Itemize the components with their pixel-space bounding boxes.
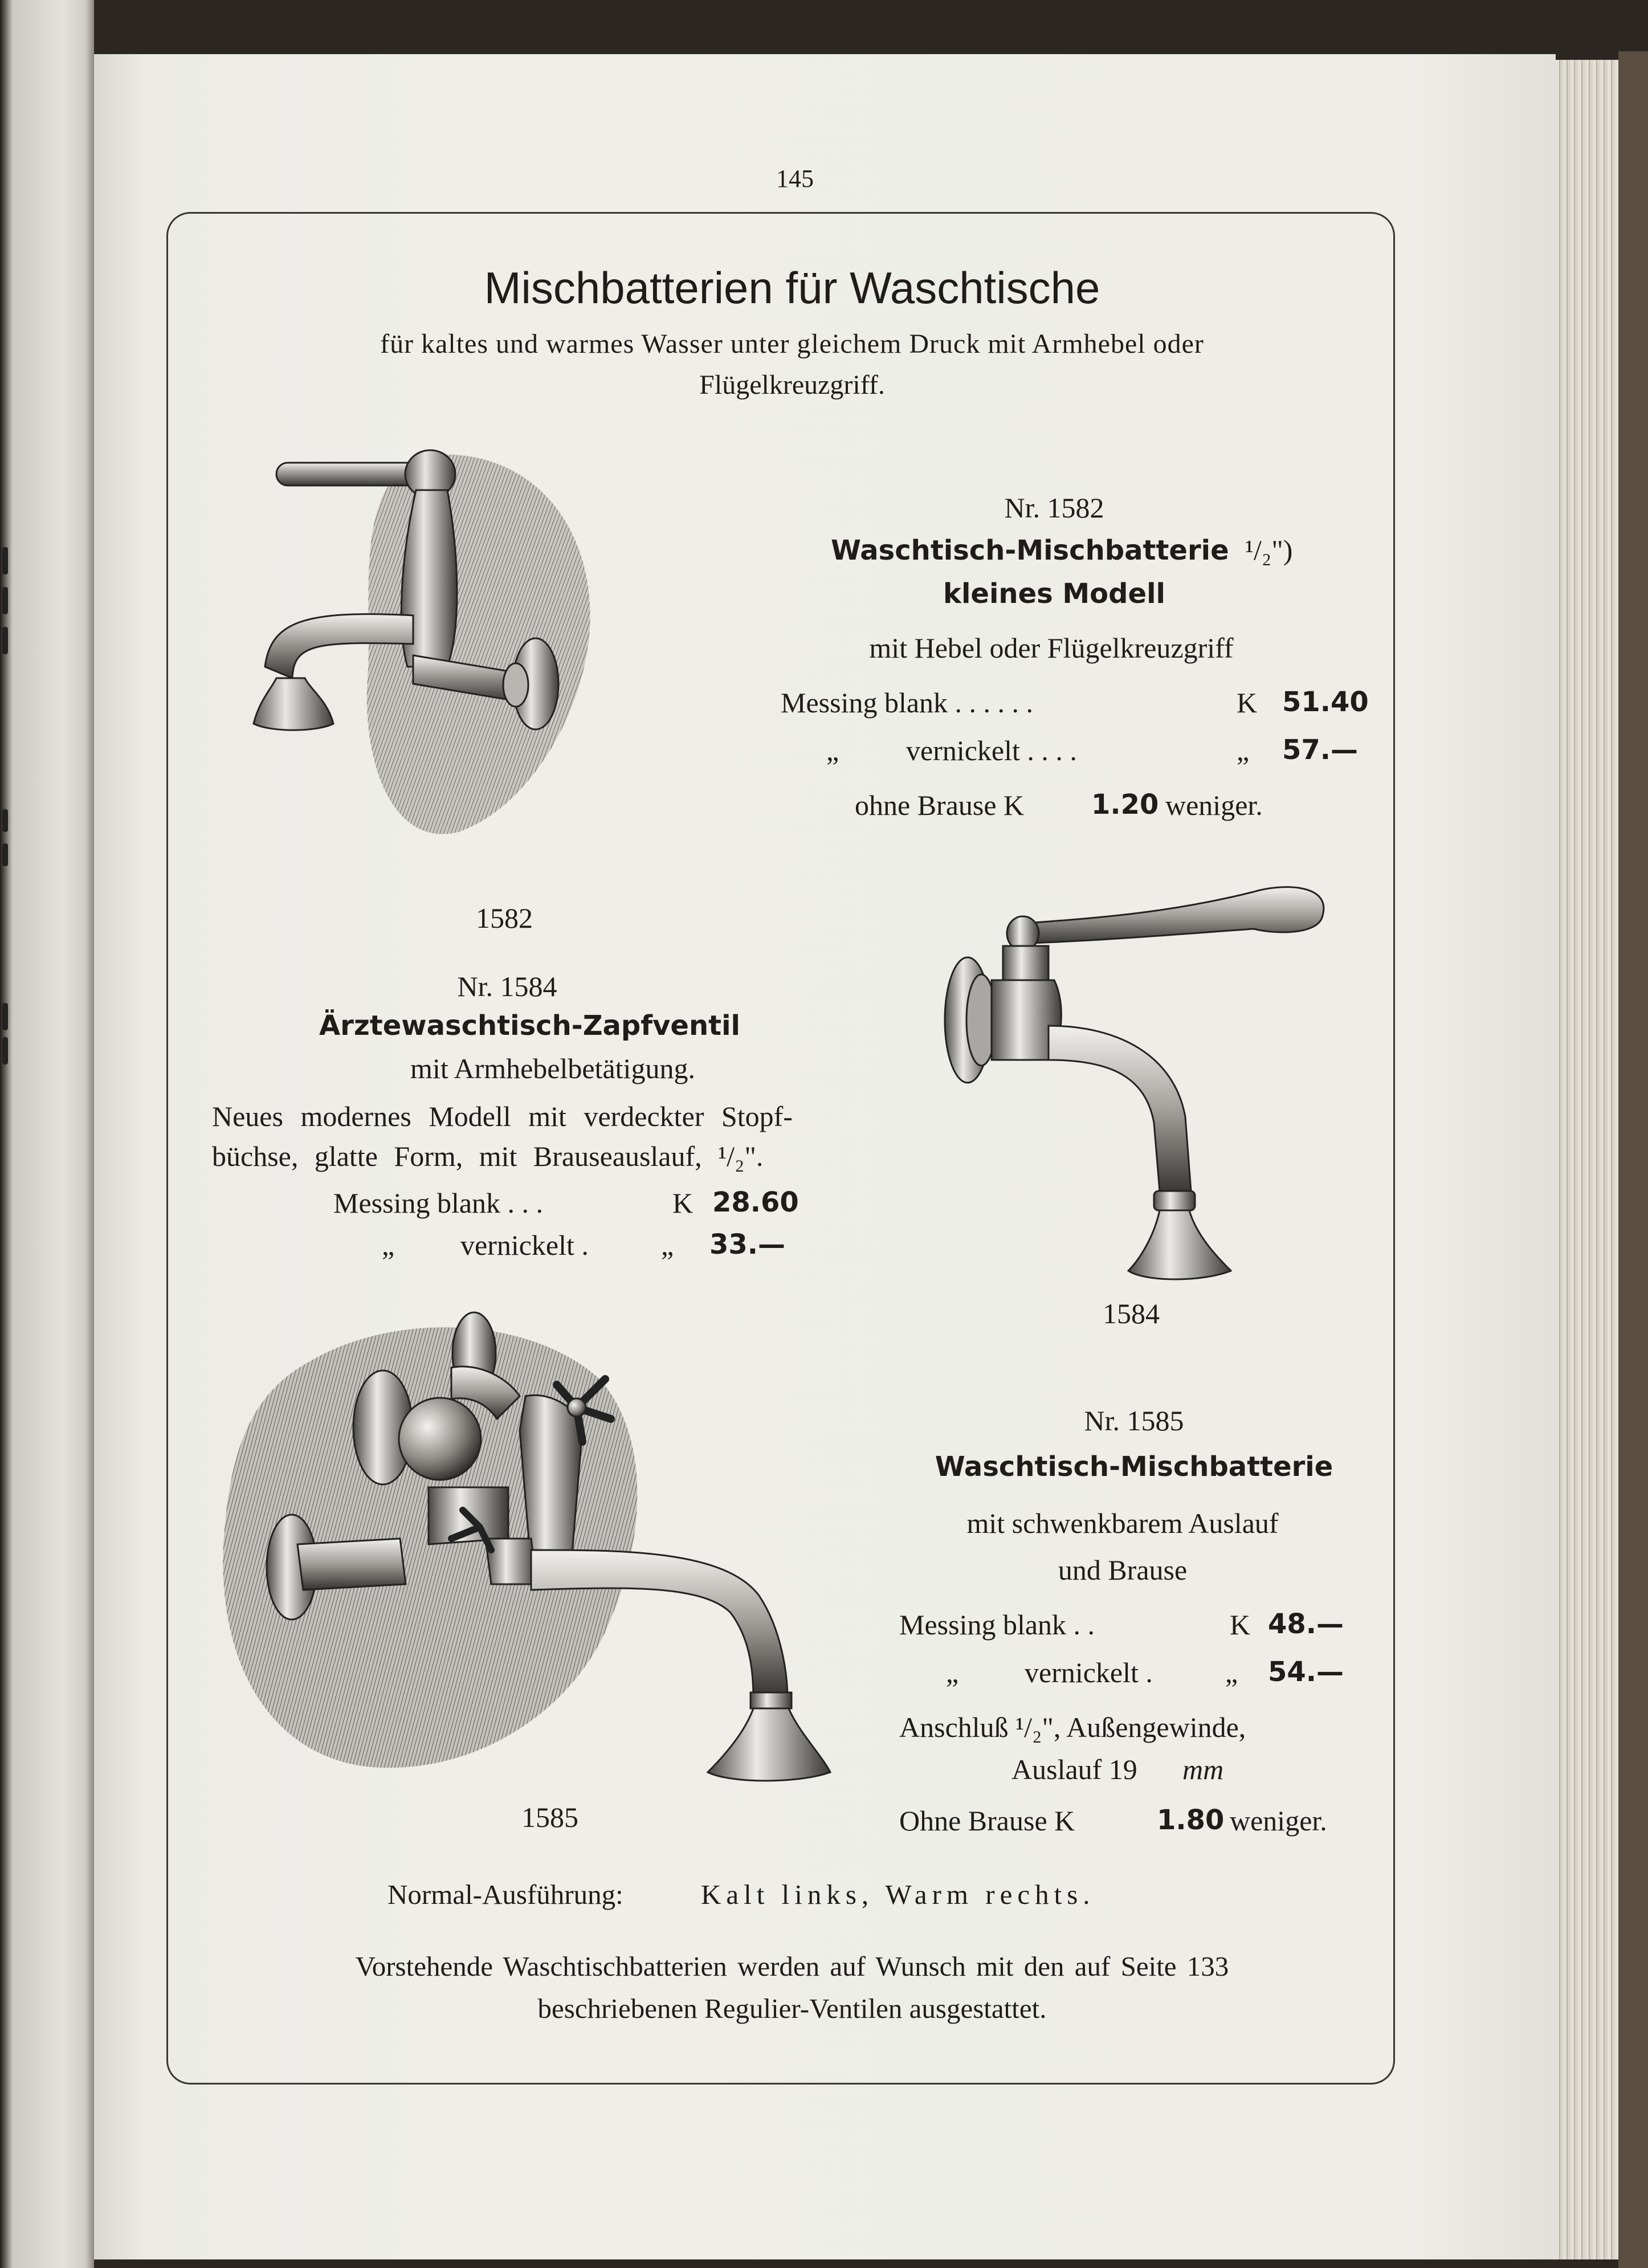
product-1584-price-brass-currency: K (672, 1187, 694, 1219)
product-1584-description: mit Armhebelbetätigung. (410, 1053, 695, 1084)
product-1582-description: mit Hebel oder Flügelkreuzgriff (869, 632, 1234, 664)
product-1582-model: kleines Modell (943, 578, 1165, 610)
margin-mark (2, 587, 8, 614)
product-1582-number: Nr. 1582 (1004, 492, 1104, 524)
margin-mark (2, 1003, 8, 1030)
subtitle-line-1: für kaltes und warmes Wasser unter gleichem Druck mit Armhebel oder (380, 329, 1204, 359)
product-1585-description-line-1: mit schwenkbarem Auslauf (966, 1507, 1279, 1539)
margin-mark (2, 809, 8, 832)
product-1584-name: Ärztewaschtisch-Zapfventil (319, 1010, 741, 1042)
margin-mark (2, 627, 8, 654)
product-1582-price-nickel-label: vernickelt . . . . (906, 735, 1077, 766)
book-cover (1618, 51, 1648, 2268)
product-1585-spec-unit: mm (1182, 1753, 1224, 1785)
product-1582-shower-discount: 1.20 (1091, 789, 1159, 821)
product-1585-spec-line-2: Auslauf 19 (1011, 1753, 1137, 1785)
product-1585-price-nickel-currency: „ (1225, 1657, 1238, 1688)
product-1585-ditto-mark: „ (946, 1657, 959, 1688)
product-1584-ditto-mark: „ (382, 1229, 395, 1261)
product-1584-price-nickel-label: vernickelt . (460, 1229, 589, 1261)
product-1582-name: Waschtisch-Mischbatterie (831, 535, 1229, 566)
margin-mark (2, 547, 8, 574)
product-1582-note-prefix: ohne Brause K (855, 789, 1025, 821)
product-1585-name: Waschtisch-Mischbatterie (935, 1451, 1333, 1483)
product-1584-price-nickel: 33.— (709, 1229, 786, 1261)
product-1582-note-suffix: weniger. (1165, 789, 1263, 821)
page-edges (1556, 60, 1618, 2259)
product-1582-price-nickel-currency: „ (1237, 735, 1250, 766)
product-1582-ditto-mark: „ (826, 735, 839, 766)
faucet-1582-illustration (219, 439, 744, 849)
product-1585-note-prefix: Ohne Brause K (899, 1805, 1075, 1837)
product-1582-size: ¹/₂") (1245, 534, 1293, 566)
footer-note-line-1: Vorstehende Waschtischbatterien werden auf Wunsch mit den auf Seite 133 (355, 1951, 1229, 1982)
product-1585-description-line-2: und Brause (1058, 1554, 1188, 1586)
figure-caption-1582: 1582 (476, 902, 533, 934)
figure-caption-1584: 1584 (1103, 1298, 1160, 1329)
product-1585-price-nickel-label: vernickelt . (1025, 1657, 1153, 1688)
product-1585-price-brass: 48.— (1268, 1608, 1344, 1640)
faucet-1584-illustration (935, 872, 1345, 1294)
footer-note-line-2: beschriebenen Regulier-Ventilen ausgestattet. (537, 1993, 1047, 2024)
product-1582-price-brass-currency: K (1237, 687, 1258, 719)
figure-caption-1585: 1585 (521, 1801, 578, 1833)
product-1582-price-brass: 51.40 (1282, 686, 1369, 718)
subtitle-line-2: Flügelkreuzgriff. (699, 370, 885, 400)
product-1584-text-line-1: Neues modernes Modell mit verdeckter Stopf- (212, 1100, 793, 1132)
margin-mark (2, 843, 8, 866)
facing-page-edge (0, 0, 94, 2268)
product-1585-price-brass-currency: K (1230, 1609, 1251, 1641)
product-1585-shower-discount: 1.80 (1157, 1804, 1225, 1836)
faucet-1585-illustration (212, 1299, 884, 1784)
product-1585-price-nickel: 54.— (1268, 1656, 1344, 1688)
product-1585-note-suffix: weniger. (1230, 1805, 1327, 1837)
product-1585-number: Nr. 1585 (1084, 1405, 1184, 1437)
product-1585-price-brass-label: Messing blank . . (899, 1609, 1095, 1641)
margin-mark (2, 1037, 8, 1064)
product-1584-number: Nr. 1584 (457, 970, 557, 1002)
page-title: Mischbatterien für Waschtische (484, 263, 1100, 313)
product-1584-price-brass-label: Messing blank . . . (333, 1187, 544, 1219)
product-1584-text-line-2: büchse, glatte Form, mit Brauseauslauf, ¹/₂". (212, 1140, 764, 1172)
product-1582-price-brass-label: Messing blank . . . . . . (781, 687, 1034, 719)
product-1585-spec-line-1: Anschluß ¹/₂", Außengewinde, (899, 1711, 1246, 1743)
normal-version-label: Normal-Ausführung: (387, 1879, 623, 1910)
product-1584-price-brass: 28.60 (712, 1186, 799, 1218)
product-1582-price-nickel: 57.— (1282, 734, 1359, 766)
page-number: 145 (776, 165, 814, 193)
product-1584-price-nickel-currency: „ (661, 1229, 674, 1261)
normal-version-value: Kalt links, Warm rechts. (701, 1879, 1095, 1910)
